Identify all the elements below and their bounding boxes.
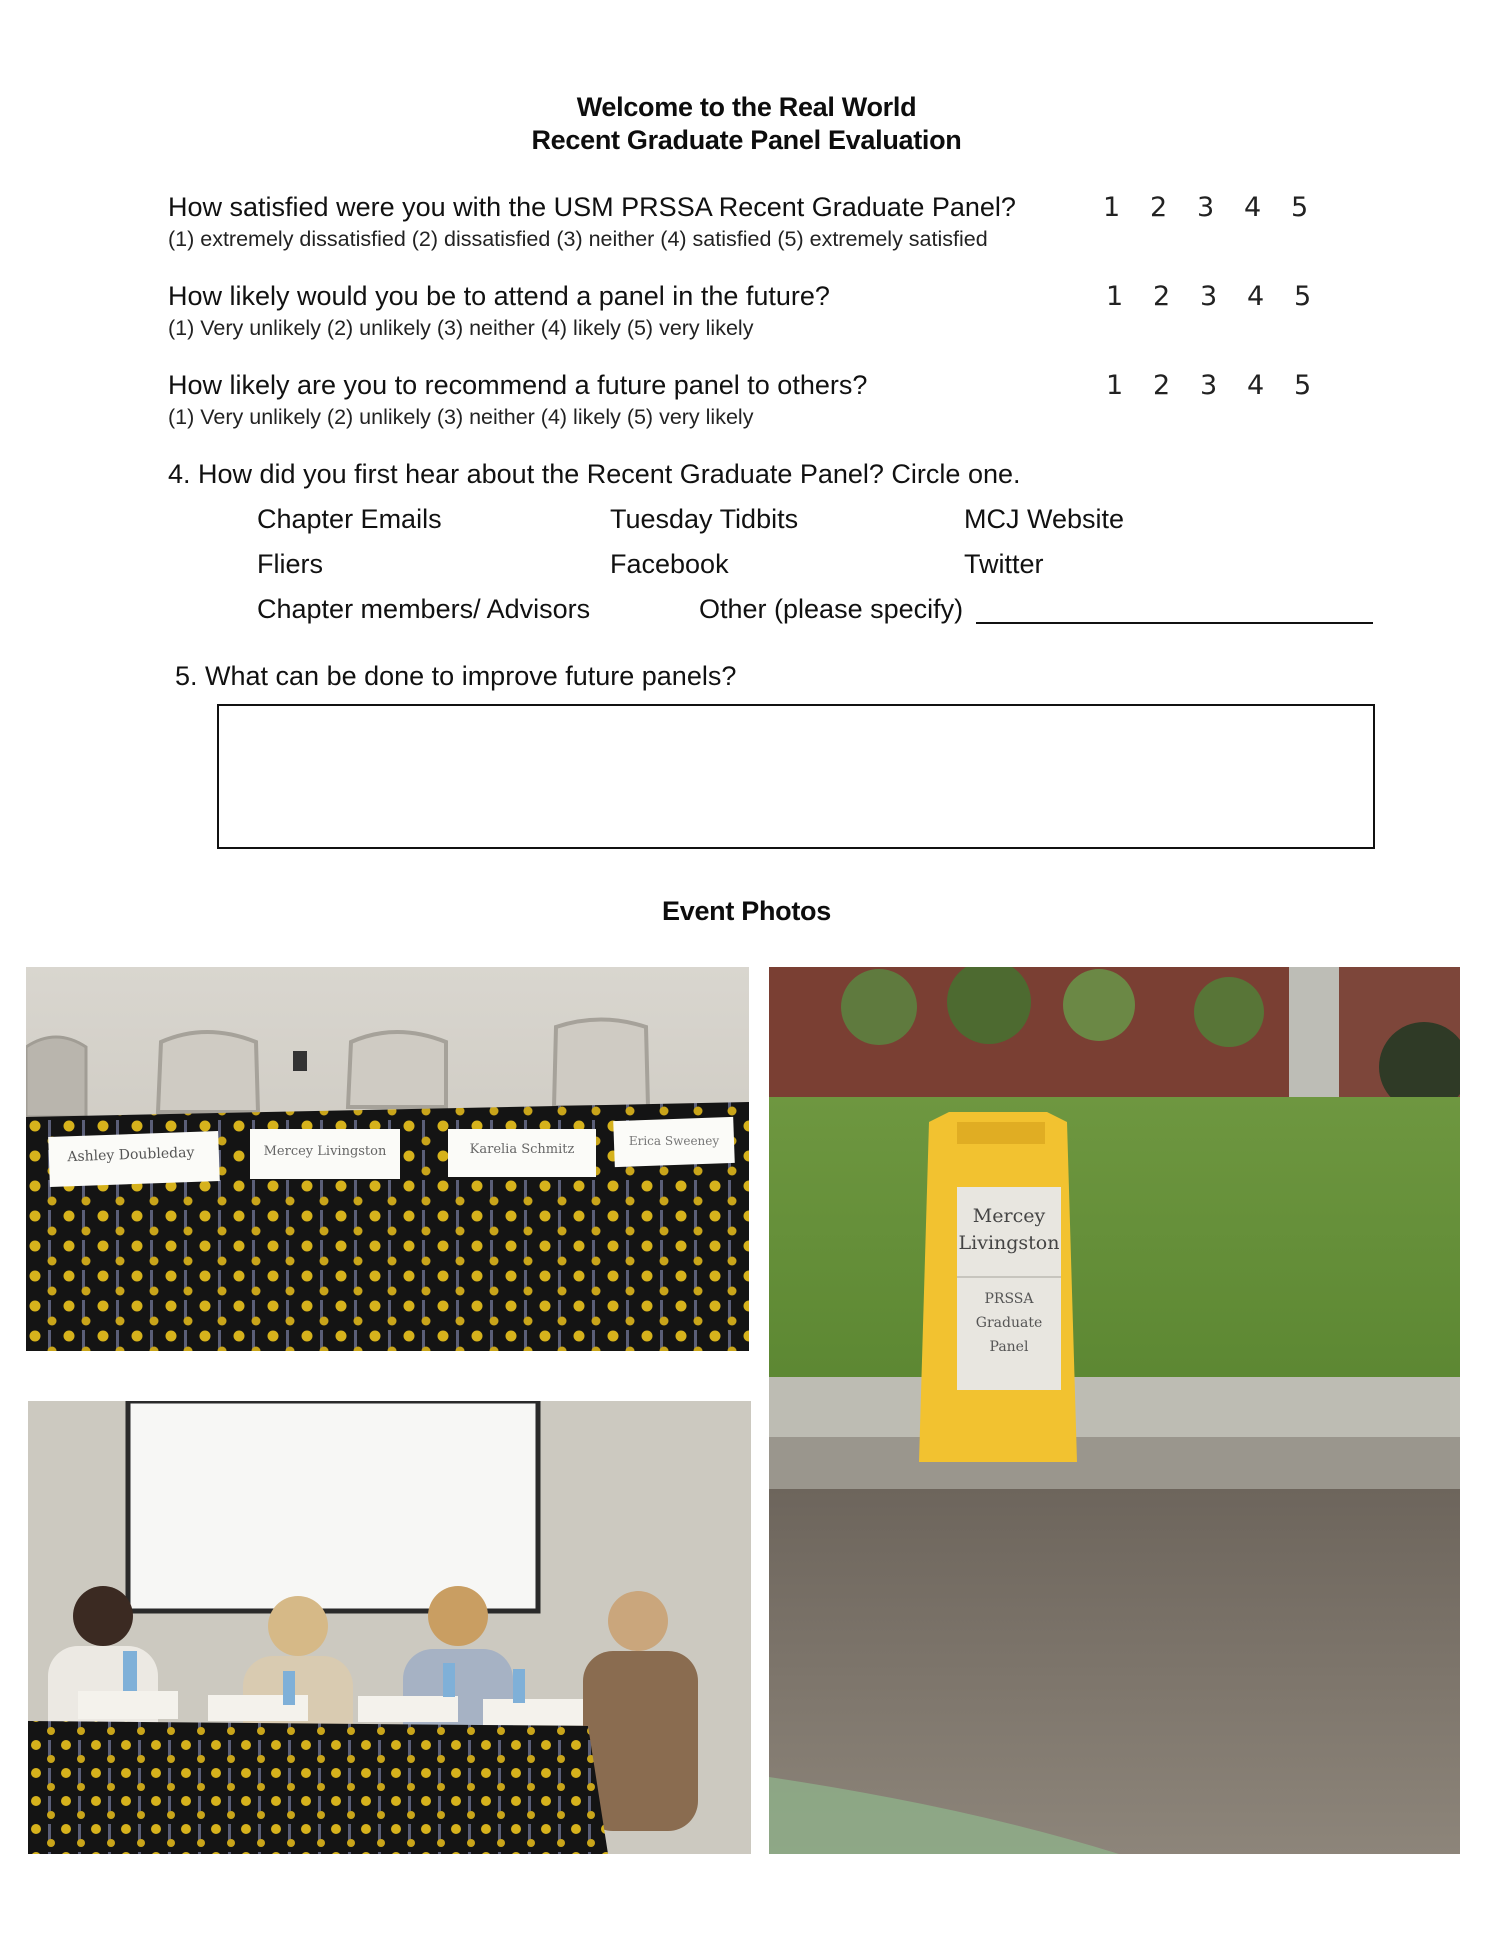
option-chapter-members-advisors[interactable]: Chapter members/ Advisors bbox=[257, 594, 591, 624]
option-chapter-emails[interactable]: Chapter Emails bbox=[257, 504, 442, 534]
sign-text: PRSSA bbox=[984, 1291, 1034, 1307]
question-2-scale: (1) Very unlikely (2) unlikely (3) neither (4) likely (5) very likely bbox=[168, 316, 754, 340]
name-card-text: Erica Sweeney bbox=[628, 1134, 720, 1148]
form-title: Welcome to the Real World bbox=[576, 92, 917, 122]
question-4-text: 4. How did you first hear about the Recent Graduate Panel? Circle one. bbox=[168, 459, 1021, 489]
rating-2[interactable]: 2 bbox=[1150, 192, 1168, 223]
question-1 bbox=[168, 192, 1016, 252]
name-card-text: Mercey Livingston bbox=[263, 1144, 387, 1159]
rating-5[interactable]: 5 bbox=[1294, 281, 1312, 312]
question-1-text: How satisfied were you with the USM PRSSA Recent Graduate Panel? bbox=[168, 192, 1016, 222]
name-card-text: Ashley Doubleday bbox=[67, 1144, 195, 1166]
sign-text: Mercey bbox=[972, 1205, 1046, 1227]
sign-text: Graduate bbox=[975, 1315, 1043, 1331]
option-twitter[interactable]: Twitter bbox=[964, 549, 1044, 579]
sign-text: Livingston bbox=[958, 1232, 1060, 1254]
other-specify-line[interactable] bbox=[976, 622, 1373, 624]
question-5-text: 5. What can be done to improve future panels? bbox=[175, 661, 737, 691]
question-2-text: How likely would you be to attend a panel in the future? bbox=[168, 281, 830, 311]
rating-5[interactable]: 5 bbox=[1291, 192, 1309, 223]
option-fliers[interactable]: Fliers bbox=[257, 549, 323, 579]
rating-4[interactable]: 4 bbox=[1247, 281, 1265, 312]
rating-3[interactable]: 3 bbox=[1197, 192, 1215, 223]
rating-2[interactable]: 2 bbox=[1153, 370, 1171, 401]
option-tuesday-tidbits[interactable]: Tuesday Tidbits bbox=[610, 504, 799, 534]
question-3 bbox=[168, 370, 867, 430]
rating-3[interactable]: 3 bbox=[1200, 281, 1218, 312]
improvement-answer-box[interactable] bbox=[217, 704, 1375, 849]
question-3-scale: (1) Very unlikely (2) unlikely (3) neither (4) likely (5) very likely bbox=[168, 405, 754, 429]
question-3-text: How likely are you to recommend a future panel to others? bbox=[168, 370, 868, 400]
rating-1[interactable]: 1 bbox=[1103, 192, 1121, 223]
rating-5[interactable]: 5 bbox=[1294, 370, 1312, 401]
question-1-ratings bbox=[1103, 192, 1338, 223]
question-3-ratings bbox=[1106, 370, 1341, 401]
name-card-text: Karelia Schmitz bbox=[469, 1142, 575, 1157]
question-2 bbox=[168, 281, 830, 341]
rating-3[interactable]: 3 bbox=[1200, 370, 1218, 401]
photos-heading: Event Photos bbox=[662, 896, 831, 926]
form-subtitle: Recent Graduate Panel Evaluation bbox=[531, 125, 962, 155]
option-other[interactable]: Other (please specify) bbox=[699, 594, 964, 624]
rating-4[interactable]: 4 bbox=[1247, 370, 1265, 401]
sign-text: Panel bbox=[989, 1339, 1029, 1355]
photo-outdoor-sign bbox=[769, 967, 1460, 1854]
rating-1[interactable]: 1 bbox=[1106, 281, 1124, 312]
question-1-scale: (1) extremely dissatisfied (2) dissatisfied (3) neither (4) satisfied (5) extremely satisfied bbox=[168, 227, 988, 251]
rating-1[interactable]: 1 bbox=[1106, 370, 1124, 401]
photo-panel-table bbox=[26, 967, 749, 1351]
question-2-ratings bbox=[1106, 281, 1341, 312]
photo-panelists bbox=[28, 1401, 751, 1854]
rating-2[interactable]: 2 bbox=[1153, 281, 1171, 312]
rating-4[interactable]: 4 bbox=[1244, 192, 1262, 223]
option-facebook[interactable]: Facebook bbox=[610, 549, 729, 579]
option-mcj-website[interactable]: MCJ Website bbox=[964, 504, 1125, 534]
